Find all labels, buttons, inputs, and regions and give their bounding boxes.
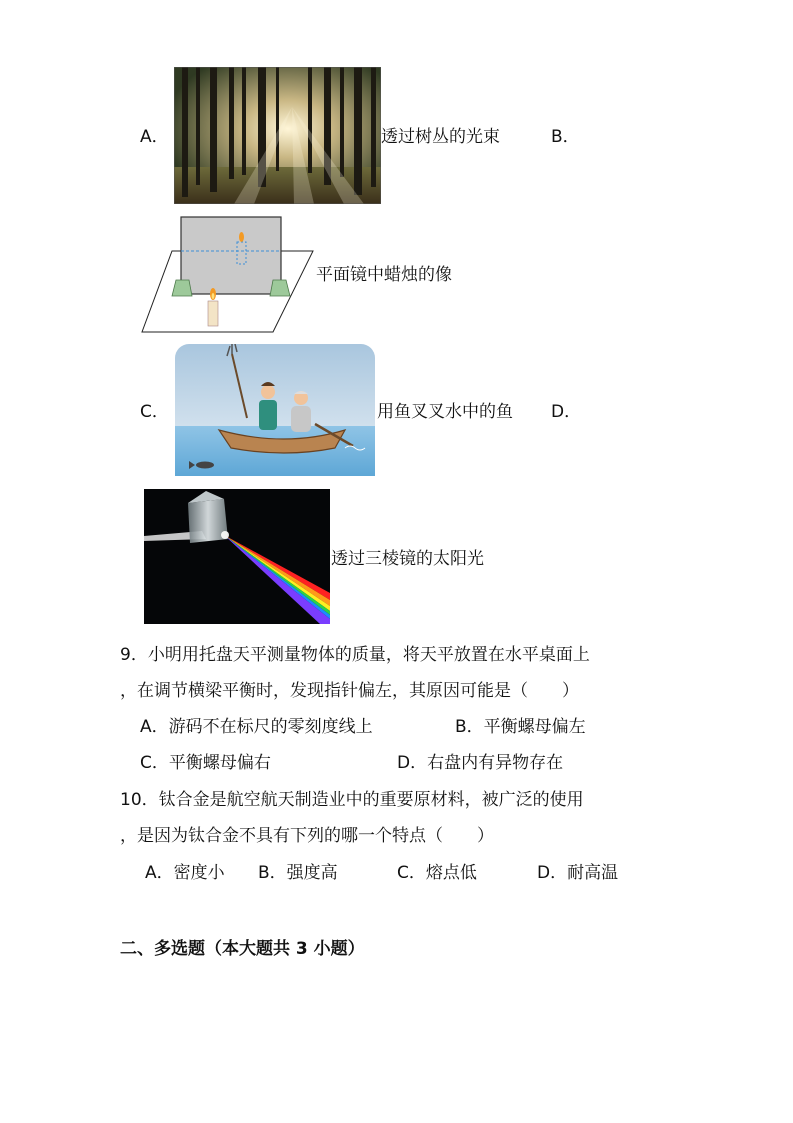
option-a-caption: 透过树丛的光束 — [381, 127, 500, 147]
option-d-caption: 透过三棱镜的太阳光 — [331, 549, 484, 569]
option-b-caption: 平面镜中蜡烛的像 — [316, 265, 452, 285]
fishing-spear-boat-image — [175, 344, 375, 476]
option-b-letter: B． — [551, 127, 580, 147]
q9-stem-line-1: 9．小明用托盘天平测量物体的质量，将天平放置在水平桌面上 — [120, 645, 590, 665]
q10-option-c: C．熔点低 — [397, 863, 477, 883]
q10-option-d: D．耐高温 — [537, 863, 619, 883]
q9-option-c: C．平衡螺母偏右 — [140, 753, 271, 773]
q10-stem-line-1: 10．钛合金是航空航天制造业中的重要原材料，被广泛的使用 — [120, 790, 584, 810]
forest-light-beams-image — [174, 67, 381, 204]
plane-mirror-candle-diagram — [140, 214, 315, 334]
q10-stem-line-2: ，是因为钛合金不具有下列的哪一个特点（ ） — [120, 826, 494, 846]
option-c-letter: C． — [140, 402, 169, 422]
q10-option-b: B．强度高 — [258, 863, 338, 883]
q10-option-a: A．密度小 — [145, 863, 225, 883]
q9-stem-line-2: ，在调节横梁平衡时，发现指针偏左，其原因可能是（ ） — [120, 681, 579, 701]
option-c-caption: 用鱼叉叉水中的鱼 — [377, 402, 513, 422]
prism-dispersion-image — [144, 489, 330, 624]
option-a-letter: A． — [140, 127, 169, 147]
q9-option-a: A．游码不在标尺的零刻度线上 — [140, 717, 373, 737]
q9-option-d: D．右盘内有异物存在 — [397, 753, 564, 773]
q9-option-b: B．平衡螺母偏左 — [455, 717, 586, 737]
section-2-heading: 二、多选题（本大题共 3 小题） — [120, 939, 365, 959]
option-d-letter: D． — [551, 402, 582, 422]
